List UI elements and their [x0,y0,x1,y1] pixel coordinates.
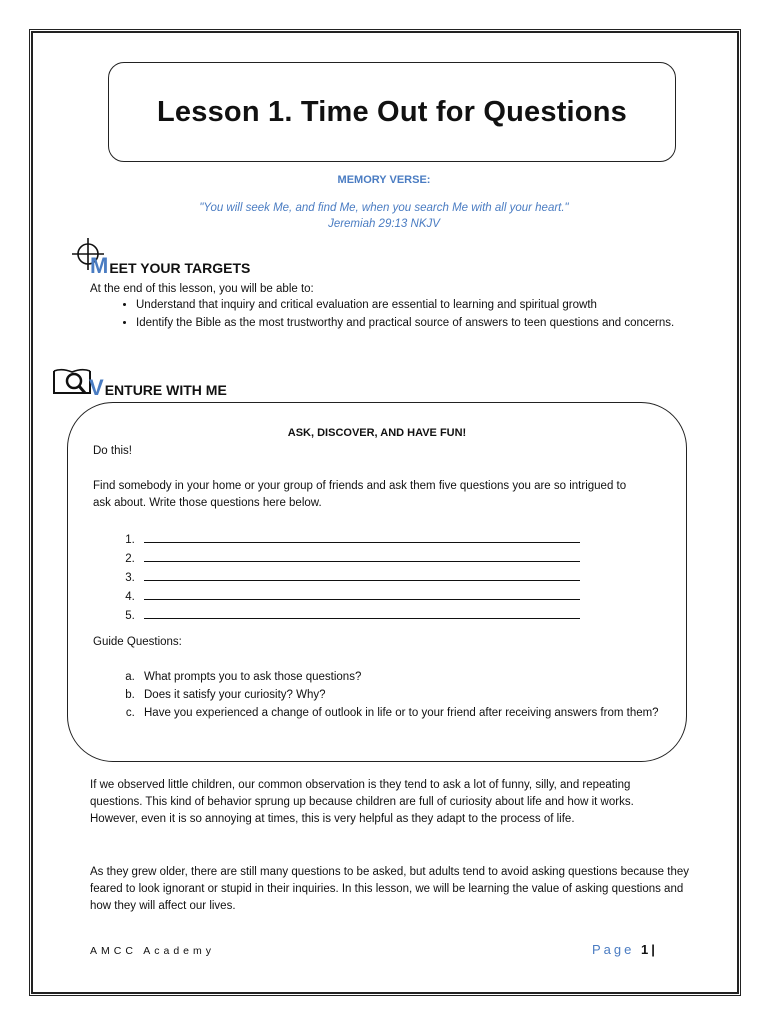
guide-questions-label: Guide Questions: [93,636,182,648]
memory-verse [0,200,768,232]
title-box [108,62,676,162]
body-paragraph-2: As they grew older, there are still many questions to be asked, but adults tend to avoid asking questions because they feared to look ignorant or stupid in their inquiries. In this lesson, we will be learning the value of asking questions and how they will affect our lives. [90,866,689,912]
blank-line-5[interactable] [138,606,580,625]
body-paragraph-1: If we observed little children, our common observation is they tend to ask a lot of funny, silly, and repeating questions. This kind of behavior sprung up because children are full of curiosity about life and how it works. However, even it is so annoying at times, this is very helpful as they adapt to the process of life. [90,779,634,825]
guide-questions-list [114,669,698,723]
lesson-title: Lesson 1. Time Out for Questions [157,95,627,128]
book-magnifier-icon [52,366,92,396]
page-number: 1 [641,942,652,957]
do-this-label: Do this! [93,445,132,457]
footer-page-number [592,942,658,957]
targets-list [116,297,716,333]
guide-question: a. What prompts you to ask those questions? [138,669,698,686]
page-separator: | [651,942,658,957]
question-blanks [114,530,580,625]
meet-targets-initial: M [90,253,109,278]
activity-title: ASK, DISCOVER, AND HAVE FUN! [287,427,467,439]
guide-question: c. Have you experienced a change of outlook in life or to your friend after receiving answers from them? [138,705,698,722]
activity-instructions: Find somebody in your home or your group of friends and ask them five questions you are so intrigued to ask about. Write those questions here below. [93,480,627,509]
footer-school-name: AMCC Academy [90,945,216,957]
meet-targets-heading [90,255,250,277]
venture-heading [89,377,227,399]
blank-line-2[interactable] [138,549,580,568]
memory-verse-heading: MEMORY VERSE: [337,174,431,186]
targets-intro: At the end of this lesson, you will be able to: [90,283,314,295]
blank-line-1[interactable] [138,530,580,549]
guide-question: b. Does it satisfy your curiosity? Why? [138,687,698,704]
activity-box [67,402,687,762]
memory-verse-reference: Jeremiah 29:13 NKJV [328,218,440,230]
page-label: Page [592,942,635,957]
memory-verse-quote: "You will seek Me, and find Me, when you search Me with all your heart." [199,202,569,214]
venture-title: ENTURE WITH ME [104,382,227,398]
blank-line-4[interactable] [138,587,580,606]
target-item: • Identify the Bible as the most trustworthy and practical source of answers to teen questions and concerns. [136,315,716,332]
venture-initial: V [89,375,104,400]
meet-targets-title: EET YOUR TARGETS [109,260,251,276]
blank-line-3[interactable] [138,568,580,587]
target-item: • Understand that inquiry and critical evaluation are essential to learning and spiritual growth [136,297,716,314]
